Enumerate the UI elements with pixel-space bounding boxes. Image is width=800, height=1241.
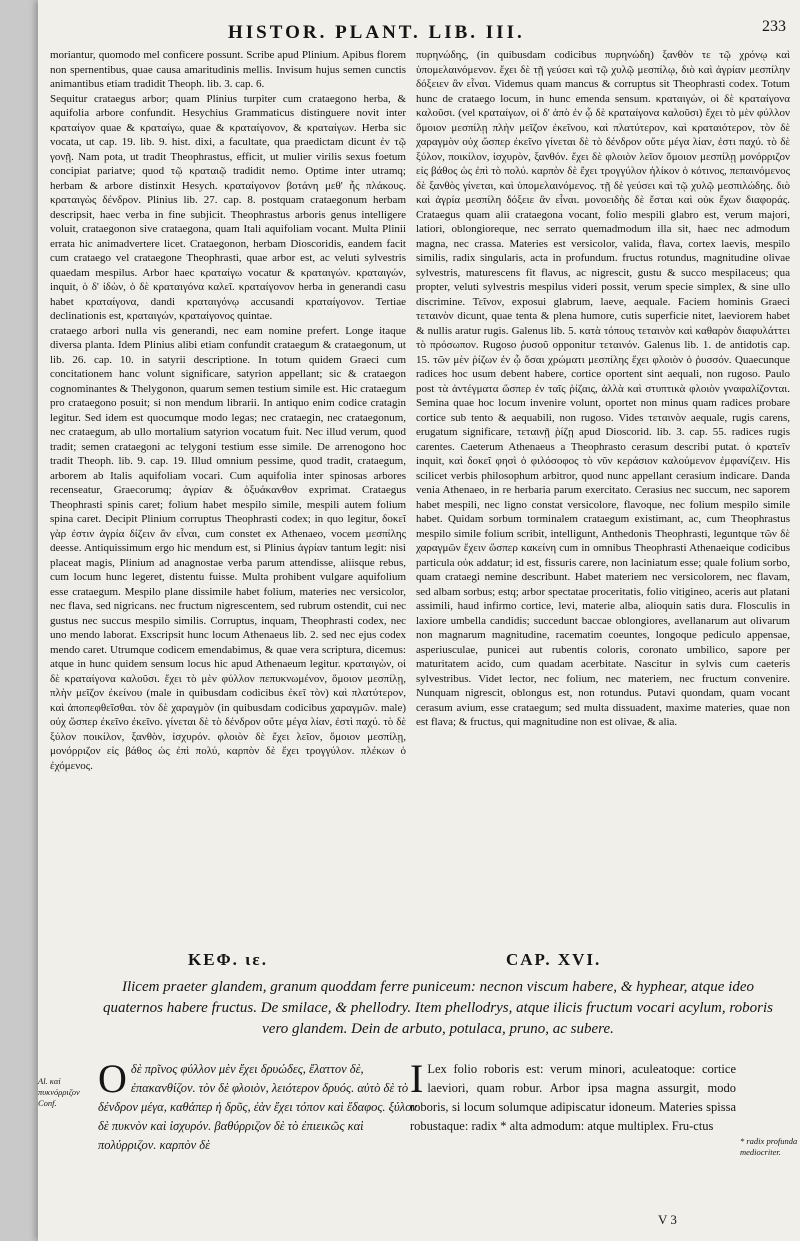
chapter-heading-latin: CAP. XVI. bbox=[506, 950, 602, 969]
greek-body: δὲ πρῖνος φύλλον μὲν ἔχει δρυώδες, ἔλαττον δὲ, ἐπακανθίζον. τὸν δὲ φλοιὸν, λειότερον δρυός. αὐτὸ δὲ τὸ δένδρον μέγα, καθάπερ ἡ δρῦς, ἐὰν ἔχει τόπον καὶ ἔδαφος. ξύλον δὲ πυκνὸν καὶ ἰσχυρόν. βαθύρριζον δὲ τὸ ἐπιεικῶς καὶ πολύρριζον. καρπὸν δὲ bbox=[98, 1062, 417, 1152]
margin-note-right: * radix profunda mediocriter. bbox=[740, 1136, 798, 1157]
left-paragraph-1: moriantur, quomodo mel conficere possunt. Scribe apud Plinium. Apibus florem non spernentibus, quae causa amaritudinis mellis. Invisum hujus semen cunctis animantibus etiam tradidit Theoph. lib. 3. cap. 6. bbox=[50, 49, 406, 90]
left-column bbox=[50, 48, 406, 940]
page-number: 233 bbox=[762, 18, 786, 35]
greek-chapter-text bbox=[98, 1056, 418, 1155]
left-paragraph-2: Sequitur crataegus arbor; quam Plinius turpiter cum crataegono herba, & aquifolia arbore confundit. Hesychius Grammaticus distinguere novit inter κραταίγον quae & κραταίγω, quae & κραταίγονον, & κραταίγων. Herba sic vocata, ut cap. 19. lib. 9. hist. dixi, a facultate, qua praedictam dicunt ἐν τῷ γονῇ. Nam pota, ut tradit Theophrastus, efficit, ut mulier virilis sexus foetum concipiat pariatve; quod τῷ κραταιῷ tradidit nemo. Optime inter utramq; herbam & arbore distinxit Hesych. κραταίγονον βοτάνη μεθ' ἧς πλάκους. κραταιγὼς δένδρον. Plinius lib. 27. cap. 8. postquam crataegonum herbam descripsit, haec verba in fine subjicit. Theophrastus arboris genus intelligere voluit, crataegonon sive crataegona, quam Itali aquifoliam vocant. Multa Plinii errata hic animadvertere licet. Crataegonon, herbam Dioscoridis, eandem facit cum crataego vel crataegone Theophrasti, quae arbor est, ac veluti sylvestris quaedam mespilus. Arbor haec κραταίγω vocatur & κραταιγών. κραταιγών, inquit, ὁ δ' ἰδὼν, ὁ δὲ κραταιγόνα καλεῖ. κραταίγονον herba in generandi casu habet κραταίγονα, dandi κραταιγόνῳ accusandi κραταίγονον. Tertiae declinationis est, κραταιγών, κραταίγονος quintae. bbox=[50, 92, 406, 322]
signature-mark: V 3 bbox=[658, 1212, 677, 1227]
chapter-heading-greek: ΚΕΦ. ιε. bbox=[188, 950, 268, 969]
latin-dropcap: I bbox=[410, 1056, 424, 1101]
book-page bbox=[38, 0, 800, 1241]
latin-chapter-text bbox=[410, 1056, 736, 1136]
latin-body: Lex folio roboris est: verum minori, aculeatoque: cortice laeviori, quam robur. Arbor ipsa magna assurgit, modo roboris, si locum solumque adipiscatur idoneum. Materies spissa robustaque: radix * alta admodum: atque multiplex. Fru-ctus bbox=[410, 1062, 736, 1133]
right-paragraph-1: πυρηνώδης, (in quibusdam codicibus πυρηνώδη) ξανθὸν τε τῷ χρόνῳ καὶ ὑπομελαινόμενον. ἔχει δὲ τῇ γεύσει καὶ τῷ χυλῷ μεσπίλῳ, διὸ καὶ ἀγρίαν μεσπίλην δόξειεν ἂν εἶναι. Videmus quam mancus & corruptus sit Theophrasti codex. Totum hunc de crataego locum, in hunc emenda sensum. κραταιγὼν, οἱ δὲ κραταίγονα καλοῦσι. (vel κραταίγων, οἱ δ' ἀπὸ ἐν ᾧ δὲ κραταίγονα καλοῦσι) ἔχει τὸ μὲν φύλλον ὅμοιον μεσπίλῃ πλὴν μεῖζον ἐκεῖνου, καὶ πλατύτερον, καὶ κραταιότερον, τὸν δὲ χαραγμὸν οὐχ ὥσπερ ἐκεῖνο γίνεται δὲ τὸ δένδρον οὔτε μέγα λίαν, ἐστι παχύ. τὸ δὲ ξύλον, ποικίλον, ἰσχυρὸν, ξανθόν. ἔχει δὲ φλοιὸν λεῖον ὅμοιον μεσπίλῃ μονόρριζον εἰς βάθος ὡς ἐπὶ τὸ πολύ. καρπὸν δὲ ἔχει τρογγύλον ἡλίκον ὁ κότινος, πεπαινόμενος δὲ ξανθὸς γίνεται, καὶ ὑπομελαινόμενος. τῇ δὲ γεύσει καὶ τῷ χυλῷ μεσπιλώδης. διὸ καὶ ἀγρία μεσπίλη δόξειε ἂν εἶναι. μονοειδὴς δὲ ἔσται καὶ οὐκ ἔχων διαφοράς. Crataegus quam alii crataegona vocant, folio mespili glabro est, verum majori, latiori, oblongioreque, nec serrato quemadmodum illa sit, haec nec admodum magna, nec crassa. Materies est versicolor, valida, flava, cortex laevis, mespilo similis, radix singularis, acta in profundum. fructus rotundus, magnitudine olivae sylvestris, maturescens fit flavus, ac nigrescit, gustu & succo mespilaceus; qua propter, veluti sylvestris mespilus videri possit, verum specie simplex, & sine ullo discrimine. Τεῖνον, exposui glabrum, laeve, aequale. Faciem hominis Graeci τεταινὸν dicunt, quae tenta & plena humore, cutis superficie nitet, laeviorem habet & nullis aratur rugis. Galenus lib. 5. κατὰ τόπους τεταινὸν καὶ καθαρὸν διαφυλάττει τὸ πρόσωπον. Rugoso ῥυσοῦ opponitur τεταινόν. Galenus lib. 1. de antidotis cap. 15. τῶν μὲν ῥίζων ἐν ᾧ ὅσαι χρώματι μεσπίλης ἔχει φλοιὸν ὁ ῥυσσόν. Quaecunque radices hoc usum debent habere, cortice oportent sint aequali, non rugoso. Paulo post τὰ ἀντέγματα ὥσπερ ἐν ταῖς ῥίζαις, ἀλλὰ καὶ στυπτικὰ φλοιὸν γναφαλίζονται. Semina quae hoc locum invenire volunt, oportet non minus quam radices probare cortice sub tento & aequabili, non rugoso. Vides τεταινὸν aequale, rugis carens, erugatum significare, τεταινῇ ῥίζῃ apud Dioscorid. lib. 3. cap. 55. radices rugis carentes. Caeterum Athenaeus a Theophrasto cerasum describi putat. ὁ κρατεῖν inquit, καὶ δοκεῖ φησὶ ὁ φιλόσοφος τὸ νῦν κεράσιον καλούμενον ἐμφανίζειν. His scilicet verbis philosophum arbitror, quod nunc appellant cerasium indicare. Danda venia Athenaeo, in re herbaria parum exercitato. Cerasius nec succum, nec saporem habet mespili, nec ligno constat versicolore, flavoque, nec folium mespilo simile habet. Quidam sorbum torminalem crataegum existimant, ac, cum Theophrastus mespilo simile folium scribit, intelligunt, Anthedonis Theophrasti, leguntque τῶν δὲ χαραγμῶν ἔχειν ὥσπερ κακείνη cum in omnibus Theophrasti Athenaeique codicibus particula οὐκ addatur; id est, fissuris carere, non laciniatum esse; quale folium sorbo, quam crataegi nemine describunt. Habet materiem nec versicolorem, nec flavam, sed albam sorbus; estq; arbor spectatae proceritatis, folio vitigineo, aceris aut platani assimili, haud infirmo cortice, levi, materie alba, alioquin satis dura. Flosculis in laxiore umbella candidis; succedunt baccae oblongiores, avellanarum aut olivarum non magnarum magnitudine, racematim coeuntes, longoque pediculo appensae, asperiusculae, punicei aut rubentis coloris, coronato umbilico, sapore per maturitatem acido, cum quadam acerbitate. Nascitur in sylvis cum caeteris sylvestribus. Videt lector, nec folium, nec materiem, nec fructum convenire. Nunquam nigrescit, oblongus est, non rotundus. Putavi quondam, quam vocant cerasum avium, esse crataegum; sed multa dissuadent, maxime materies, quae non est flava; & fructus, qui magnitudine non est olivae, & alia. bbox=[416, 49, 790, 728]
right-column bbox=[416, 48, 790, 940]
left-paragraph-3: crataego arbori nulla vis generandi, nec eam nomine prefert. Longe itaque diversa planta. Idem Plinius alibi etiam confundit crataegum & crataegonum, ut lib. 26. cap. 10. in satyrii descriptione. In totum quidem Graeci cum concitationem hanc volunt significare, satyrion appellant; sic & crataegon cognominantes & Thelygonon, quarum semen testium simile est. Hic crataegum pro crataegono posuit; si non mendum librarii. In antiquo enim codice cratagin legitur. Sed idem est quocumque modo legas; nec crataegin, nec crataegonum, nec crataegum, ab ullo mortalium satyrion vocatum fuit. Nec illud verum, quod tradit; semen crataegoni ac telygoni testium esse simile. De arrenogono hoc tradit Theoph. lib. 9. cap. 19. Illud omnium pessime, quod tradit, crataegum, arborem ab Italis aquifoliam vocari. Cum aquifolia inter spinosas arbores recenseatur, Graecorumq; ἀγρίαν & ὀξυάκανθον exprimat. Crataegus Theophrasti spinis caret; folium habet mespilo simile, mespili autem folium spina caret. Decipit Plinium corruptus Theophrasti codex; in quo legitur, δοκεῖ γὰρ ἐστιν ἀγρία δίζειν ἂν εἶναι, cum constet ex Athenaeo, vocem μεσπίλης deesse. Antiquissimum ergo hic mendum est, si Plinius ἀγρίαν tantum legit: nisi placeat magis, Plinium ad anagnostae verba parum attendisse, aliisque rebus, cum locum hunc legeret, distentu fuisse. Multa prohibent vulgare aquifolium esse crataegum. Mespilo plane dissimile habet folium, materies nec versicolor, nec flava, sed nigricans. nec fructum nigrescentem, sed rubrum ostendit, cui nec gustus nec succus mespilo similis. Corruptus, inquam, Theophrasti codex, nec uno mendo laborat. Exscripsit hunc locum Athenaeus lib. 2. sed nec ejus codex mendo caret. Utrumque codicem emendabimus, & quae vera scriptura, dicemus: atque in hunc quidem sensum locus hic apud Athenaeum legitur. κραταιγὼν, οἱ δὲ κραταίγονα καλοῦσι. ἔχει τὸ μὲν φύλλον πεπυκνωμένον, ὅμοιον μεσπίλῃ, πλὴν μεῖζον ἐκείνου (male in quibusdam codicibus ἐκεῖ τὸν) καὶ πλατύτερον, καὶ ἀποπεφθεῖσθαι. τὸν δὲ χαραγμὸν (in quibusdam codicibus χαραγμῶν. male) οὐχ ὥσπερ ἐκεῖνο ἐκεῖνο. γίνεται δὲ τὸ δένδρον οὔτε μέγα λίαν, ἐστὶ παχύ. τὸ δὲ ξύλον ποικίλον, ξανθὸν, ἰσχυρόν. φλοιὸν δὲ ἔχει λεῖον, ὅμοιον μεσπίλῃ, μονόρριζον εἰς βάθος ὡς ἐπὶ πολύ, καρπὸν δὲ ἔχει τρογγύλον. πλέκων ὁ ἐχόμενος. bbox=[50, 324, 406, 772]
page-header bbox=[38, 12, 800, 48]
greek-dropcap: Ο bbox=[98, 1056, 127, 1101]
running-head: HISTOR. PLANT. LIB. III. bbox=[228, 22, 525, 43]
chapter-summary: Ilicem praeter glandem, granum quoddam ferre puniceum: necnon viscum habere, & hyphear, atque ideo quaternos habere fructus. De smilace, & phellodry. Item phellodrys, atque ilicis fructum vocari acylum, roboris vero glandem. Dein de arbuto, potulaca, pruno, ac subere. bbox=[102, 979, 774, 1037]
margin-note-left: Al. καὶ πυκνόρριζον Conf. bbox=[38, 1076, 80, 1108]
